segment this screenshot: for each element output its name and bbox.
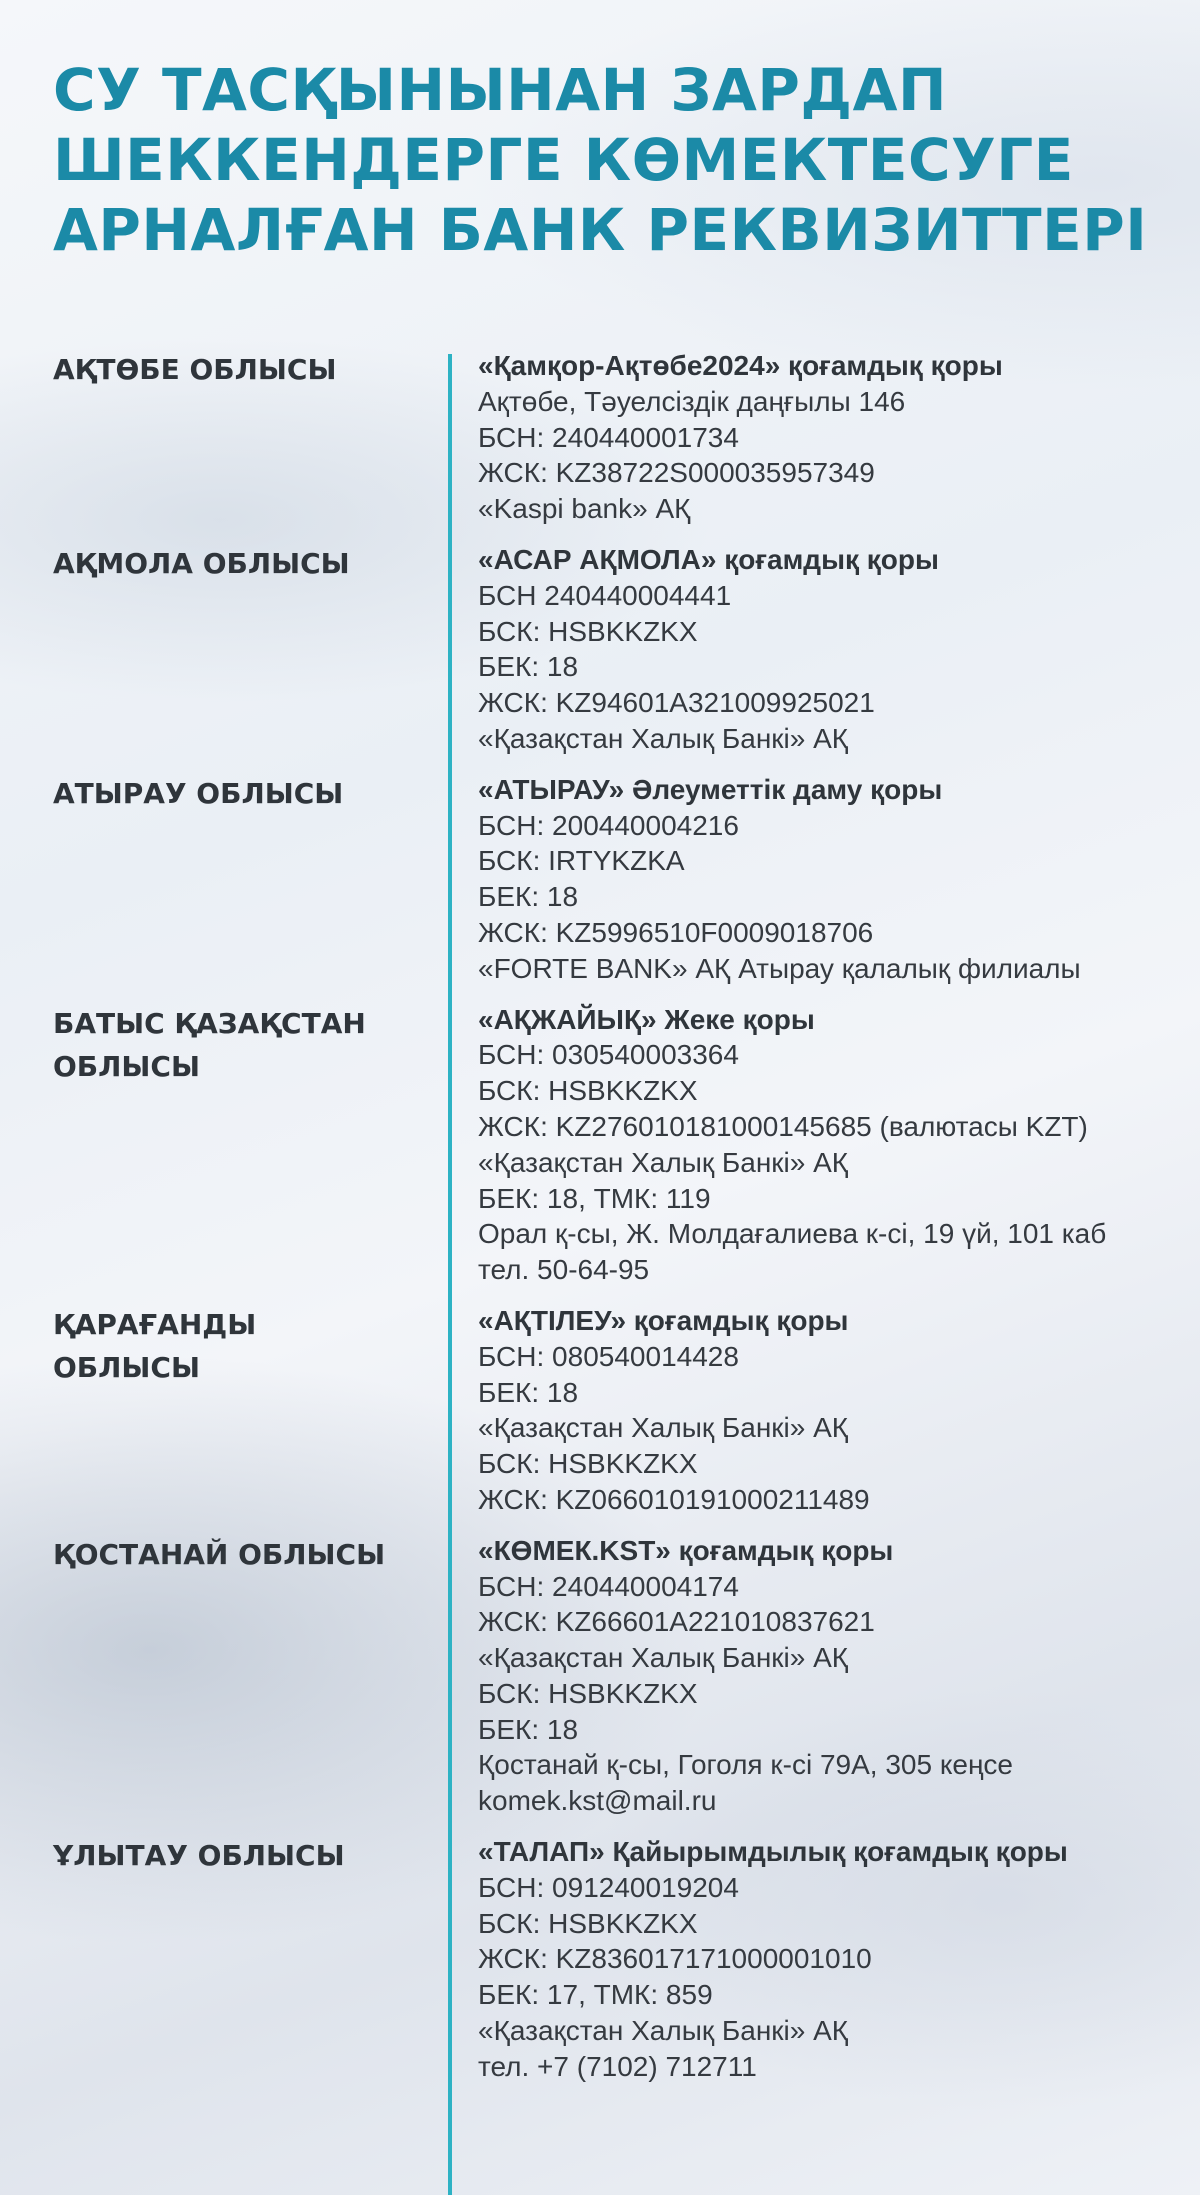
detail-line: БСН: 240440004174 xyxy=(478,1570,739,1602)
detail-line: ЖСК: KZ94601A321009925021 xyxy=(478,687,875,719)
detail-line: БЕК: 18 xyxy=(478,1713,579,1745)
detail-line: БЕК: 18 xyxy=(478,1376,579,1408)
detail-line: тел. +7 (7102) 712711 xyxy=(478,2050,757,2082)
detail-line: БСН: 240440001734 xyxy=(478,421,739,453)
bank-details xyxy=(478,542,1178,757)
region-name: АҚТӨБЕ ОБЛЫСЫ xyxy=(53,353,337,386)
detail-line: komek.kst@mail.ru xyxy=(478,1785,717,1817)
detail-line: БСК: HSBKKZKX xyxy=(478,1075,698,1107)
organization-name: «АҚТІЛЕУ» қоғамдық қоры xyxy=(478,1304,849,1336)
region-entry xyxy=(0,542,1200,757)
detail-line: Ақтөбе, Тәуелсіздік даңғылы 146 xyxy=(478,385,906,417)
detail-line: «Қазақстан Халық Банкі» АҚ xyxy=(478,1642,849,1674)
detail-line: БСН: 200440004216 xyxy=(478,809,739,841)
region-name: ҚАРАҒАНДЫ ОБЛЫСЫ xyxy=(53,1307,257,1384)
requisites-list xyxy=(0,348,1200,2100)
detail-line: БСН 240440004441 xyxy=(478,579,732,611)
organization-name: «КӨМЕК.KST» қоғамдық қоры xyxy=(478,1534,894,1566)
detail-line: «Қазақстан Халық Банкі» АҚ xyxy=(478,1412,849,1444)
detail-line: БСН: 030540003364 xyxy=(478,1039,739,1071)
detail-line: ЖСК: KZ66601A221010837621 xyxy=(478,1606,875,1638)
region-name: БАТЫС ҚАЗАҚСТАН ОБЛЫСЫ xyxy=(53,1006,366,1083)
detail-line: ЖСК: KZ836017171000001010 xyxy=(478,1943,872,1975)
region-name: ҰЛЫТАУ ОБЛЫСЫ xyxy=(53,1839,345,1873)
detail-line: БСК: HSBKKZKX xyxy=(478,1448,698,1480)
title-line: СУ ТАСҚЫНЫНАН ЗАРДАП xyxy=(53,56,948,124)
title-line: АРНАЛҒАН БАНК РЕКВИЗИТТЕРІ xyxy=(53,196,1148,264)
detail-line: БЕК: 18 xyxy=(478,651,579,683)
detail-line: БСК: IRTYKZKA xyxy=(478,845,685,877)
bank-details xyxy=(478,1303,1178,1518)
detail-line: БЕК: 18 xyxy=(478,881,579,913)
region-entry xyxy=(0,1002,1200,1288)
detail-line: БСН: 091240019204 xyxy=(478,1871,739,1903)
detail-line: «Kaspi bank» АҚ xyxy=(478,493,691,525)
organization-name: «АТЫРАУ» Әлеуметтік даму қоры xyxy=(478,773,943,805)
region-name: ҚОСТАНАЙ ОБЛЫСЫ xyxy=(53,1537,386,1571)
detail-line: тел. 50-64-95 xyxy=(478,1254,650,1286)
bank-details xyxy=(478,1002,1178,1288)
bank-details xyxy=(478,772,1178,987)
detail-line: БСН: 080540014428 xyxy=(478,1340,739,1372)
region-name: АТЫРАУ ОБЛЫСЫ xyxy=(53,776,344,810)
page-title xyxy=(53,55,1173,265)
detail-line: ЖСК: KZ38722S000035957349 xyxy=(478,457,875,489)
region-entry xyxy=(0,1533,1200,1819)
region-entry xyxy=(0,348,1200,527)
detail-line: БЕК: 18, ТМК: 119 xyxy=(478,1182,711,1214)
detail-line: БСК: HSBKKZKX xyxy=(478,1907,698,1939)
detail-line: БЕК: 17, ТМК: 859 xyxy=(478,1979,713,2011)
organization-name: «АҚЖАЙЫҚ» Жеке қоры xyxy=(478,1003,815,1035)
organization-name: «ТАЛАП» Қайырымдылық қоғамдық қоры xyxy=(478,1836,1068,1868)
region-name: АҚМОЛА ОБЛЫСЫ xyxy=(53,546,350,580)
detail-line: Қостанай қ-сы, Гоголя к-сі 79А, 305 кеңсе xyxy=(478,1749,1013,1781)
bank-details xyxy=(478,1533,1178,1819)
bank-details xyxy=(478,348,1178,527)
detail-line: «Қазақстан Халық Банкі» АҚ xyxy=(478,1146,849,1178)
detail-line: БСК: HSBKKZKX xyxy=(478,615,698,647)
detail-line: «Қазақстан Халық Банкі» АҚ xyxy=(478,722,849,754)
region-entry xyxy=(0,772,1200,987)
detail-line: ЖСК: KZ276010181000145685 (валютасы KZT) xyxy=(478,1110,1088,1142)
detail-line: ЖСК: KZ5996510F0009018706 xyxy=(478,916,874,948)
detail-line: ЖСК: KZ066010191000211489 xyxy=(478,1483,870,1515)
region-entry xyxy=(0,1303,1200,1518)
detail-line: «Қазақстан Халық Банкі» АҚ xyxy=(478,2015,849,2047)
detail-line: БСК: HSBKKZKX xyxy=(478,1677,698,1709)
organization-name: «АСАР АҚМОЛА» қоғамдық қоры xyxy=(478,543,939,575)
bank-details xyxy=(478,1834,1178,2085)
title-line: ШЕККЕНДЕРГЕ КӨМЕКТЕСУГЕ xyxy=(53,126,1074,194)
detail-line: «FORTE BANK» АҚ Атырау қалалық филиалы xyxy=(478,952,1081,984)
detail-line: Орал қ-сы, Ж. Молдағалиева к-сі, 19 үй, 101 каб xyxy=(478,1218,1107,1250)
region-entry xyxy=(0,1834,1200,2085)
organization-name: «Қамқор-Ақтөбе2024» қоғамдық қоры xyxy=(478,350,1003,381)
